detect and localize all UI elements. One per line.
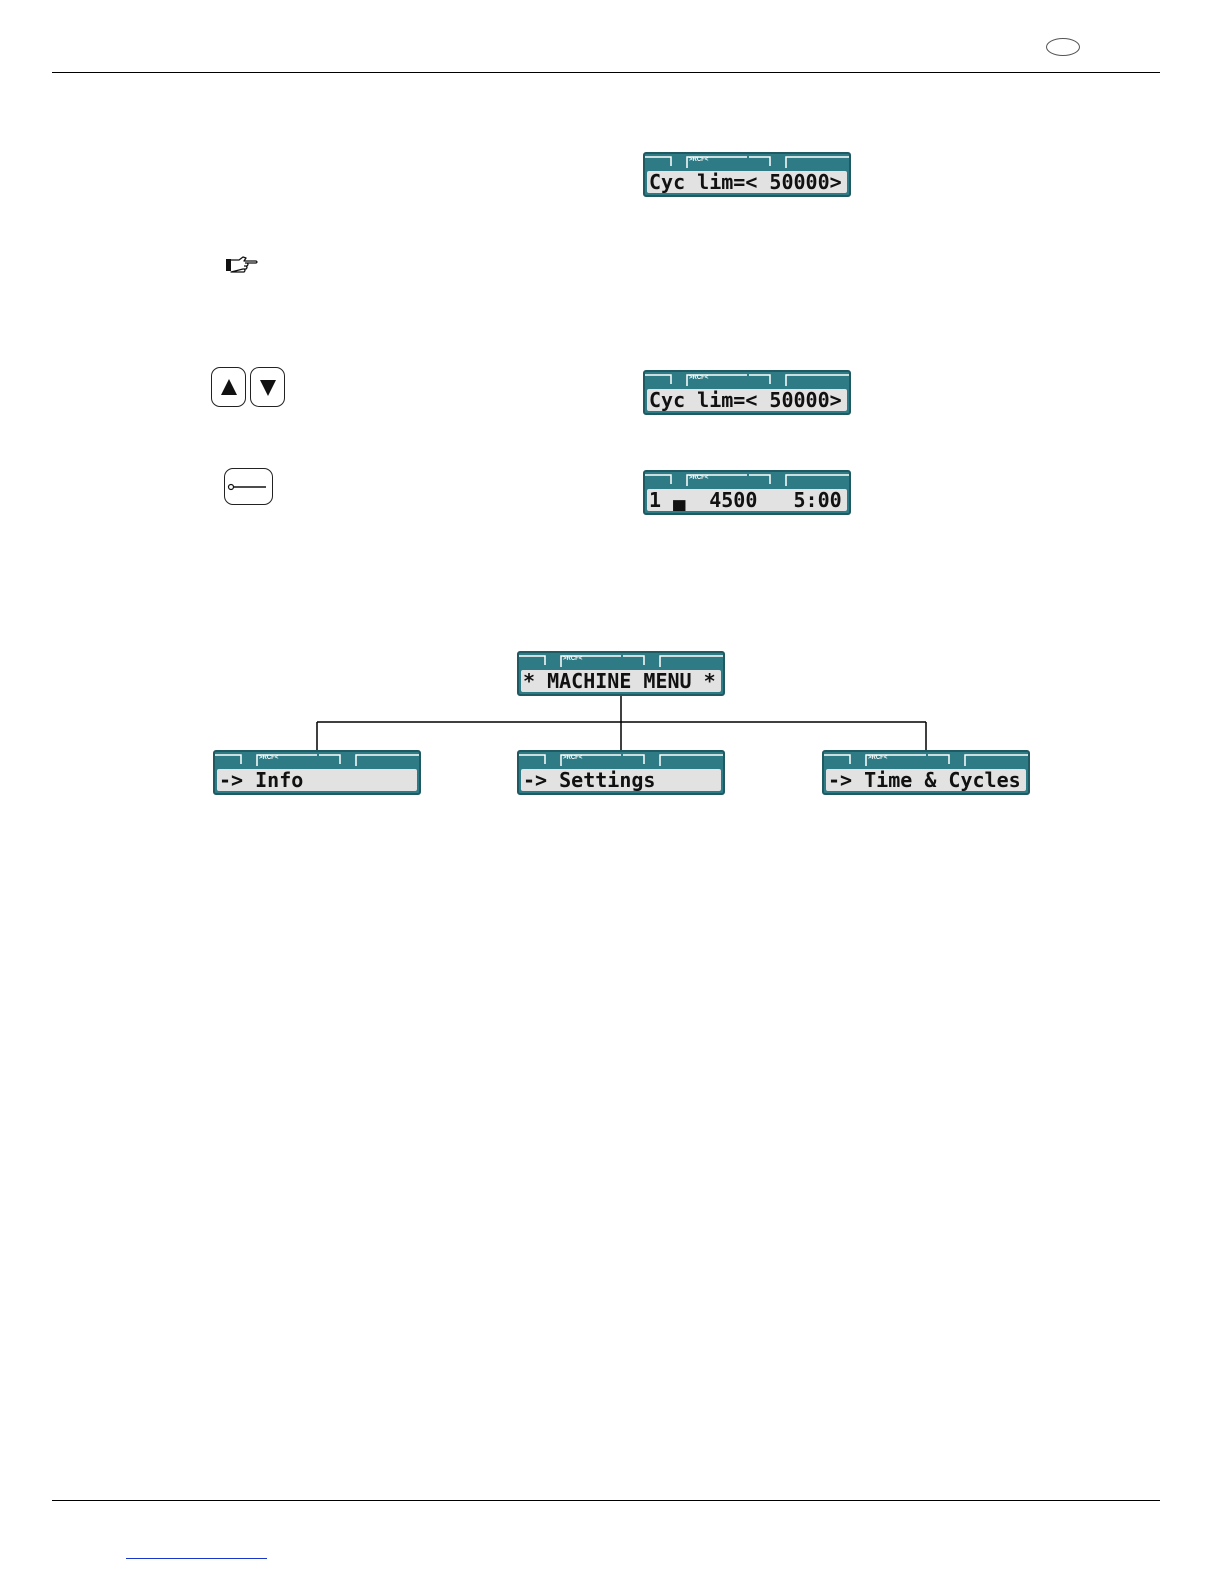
rcf-indicator: >RCF<: [689, 157, 709, 163]
lcd-text: Cyc lim=< 50000>: [647, 171, 847, 193]
lcd-segment-marks: [519, 653, 723, 670]
lcd-text: -> Info: [217, 769, 417, 791]
lcd-text: 1 ▄ 4500 5:00: [647, 489, 847, 511]
lcd-machine-menu-root: [517, 651, 725, 696]
rcf-indicator: >RCF<: [259, 755, 279, 761]
footer-link-underline[interactable]: [126, 1558, 267, 1559]
lcd-text: * MACHINE MENU *: [521, 670, 721, 692]
rcf-indicator: >RCF<: [689, 475, 709, 481]
footer-rule: [52, 1500, 1160, 1501]
rcf-indicator: >RCF<: [689, 375, 709, 381]
rcf-indicator: >RCF<: [563, 656, 583, 662]
lcd-segment-marks: [824, 752, 1028, 769]
rcf-indicator: >RCF<: [563, 755, 583, 761]
lcd-menu-item-time-cycles: [822, 750, 1030, 795]
lcd-text: -> Time & Cycles: [826, 769, 1026, 791]
lcd-text: -> Settings: [521, 769, 721, 791]
lcd-menu-item-settings: [517, 750, 725, 795]
lcd-text: Cyc lim=< 50000>: [647, 389, 847, 411]
lcd-segment-marks: [519, 752, 723, 769]
lcd-segment-marks: [215, 752, 419, 769]
lcd-menu-item-info: [213, 750, 421, 795]
rcf-indicator: >RCF<: [868, 755, 888, 761]
